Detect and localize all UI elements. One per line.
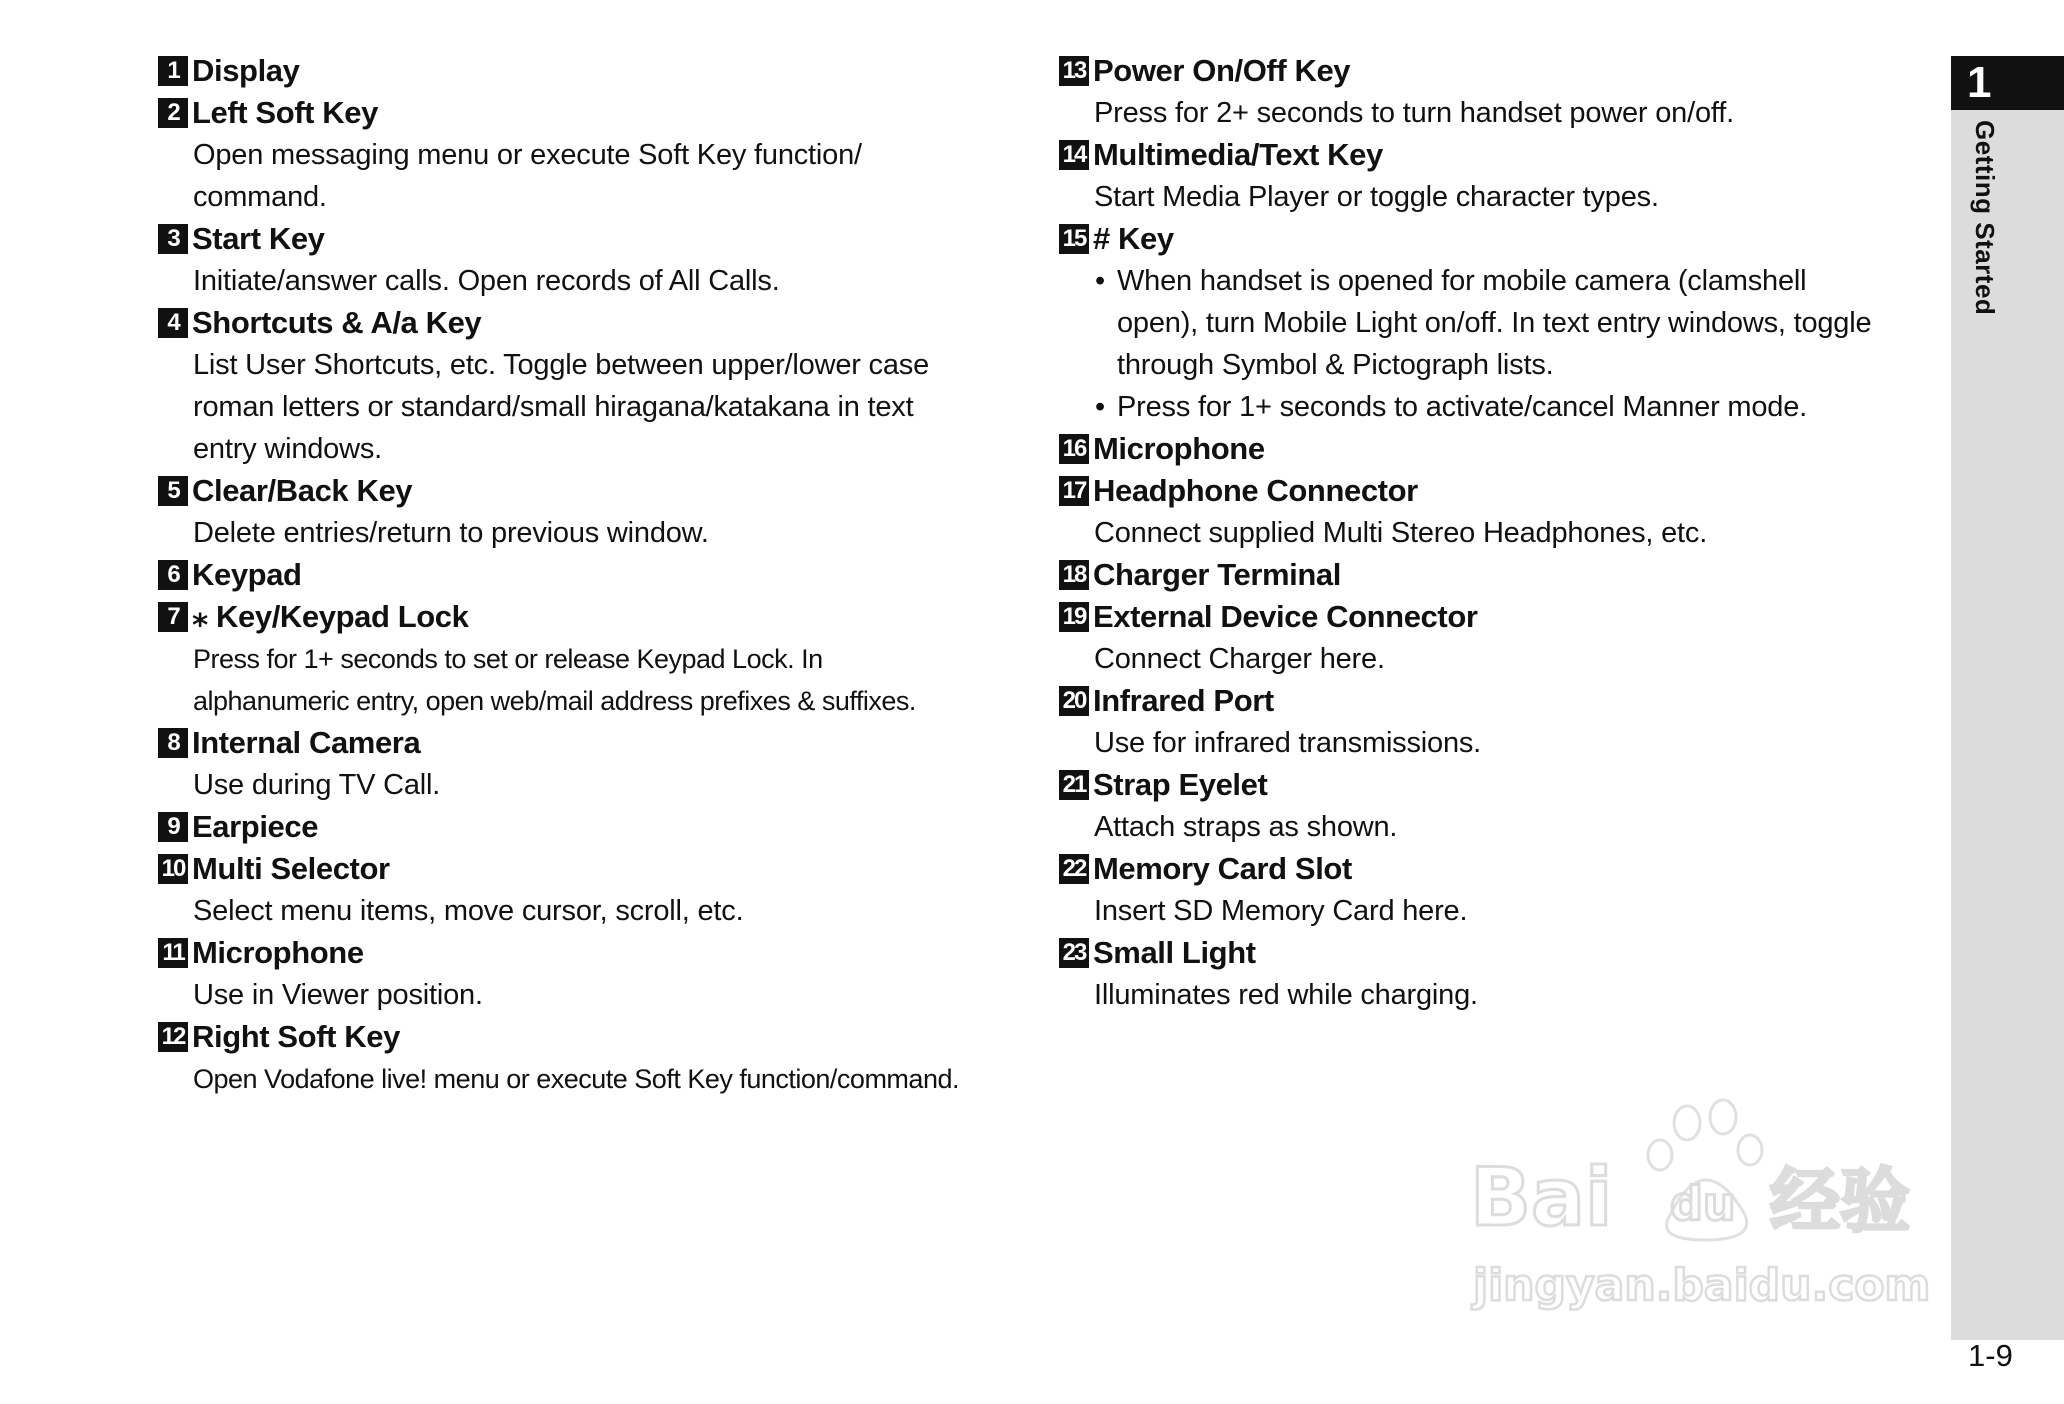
item-6 <box>158 554 1028 596</box>
item-number-badge: 15 <box>1059 224 1089 254</box>
item-22 <box>1059 848 1929 932</box>
item-23 <box>1059 932 1929 1016</box>
description-line: alphanumeric entry, open web/mail address prefixes & suffixes. <box>193 686 916 716</box>
description-line: Use for infrared transmissions. <box>1094 727 1482 759</box>
item-title-text: Multimedia/Text Key <box>1093 137 1383 172</box>
item-number-badge: 3 <box>158 224 188 254</box>
item-number-badge: 20 <box>1059 686 1089 716</box>
item-description <box>1094 92 1929 134</box>
item-title <box>1059 596 1929 638</box>
bullet-line: • When handset is opened for mobile camera (clamshell <box>1117 265 1807 297</box>
item-title-text: Earpiece <box>192 809 319 844</box>
item-description <box>193 1058 1028 1100</box>
svg-text:经验: 经验 <box>1770 1160 1910 1242</box>
item-description <box>193 764 1028 806</box>
item-title <box>158 470 1028 512</box>
item-description <box>193 974 1028 1016</box>
svg-text:jingyan.baidu.com: jingyan.baidu.com <box>1473 1260 1931 1311</box>
item-title-text: Microphone <box>192 935 364 970</box>
item-3 <box>158 218 1028 302</box>
item-title-text: Keypad <box>192 557 302 592</box>
item-title <box>158 932 1028 974</box>
item-title <box>158 92 1028 134</box>
item-title-text: Clear/Back Key <box>192 473 413 508</box>
item-description <box>193 134 1028 218</box>
item-description <box>1094 974 1929 1016</box>
item-title <box>1059 764 1929 806</box>
description-line: roman letters or standard/small hiragana/katakana in text <box>193 391 914 423</box>
right-column <box>1059 50 1929 1016</box>
bullet-line: • Press for 1+ seconds to activate/cancel Manner mode. <box>1117 391 1807 423</box>
item-title <box>158 50 1028 92</box>
description-line: Illuminates red while charging. <box>1094 979 1478 1011</box>
item-title <box>1059 50 1929 92</box>
item-description <box>1094 176 1929 218</box>
item-title <box>158 806 1028 848</box>
item-title-text: Display <box>192 53 300 88</box>
item-8 <box>158 722 1028 806</box>
description-line: Connect supplied Multi Stereo Headphones, etc. <box>1094 517 1708 549</box>
item-number-badge: 1 <box>158 56 188 86</box>
chapter-number: 1 <box>1951 56 2064 110</box>
description-line: Use in Viewer position. <box>193 979 483 1011</box>
item-title <box>1059 848 1929 890</box>
page-number: 1-9 <box>1968 1338 2013 1373</box>
item-title-text: Microphone <box>1093 431 1265 466</box>
item-title <box>1059 134 1929 176</box>
item-title <box>158 218 1028 260</box>
item-title-text: Strap Eyelet <box>1093 767 1268 802</box>
description-line: Insert SD Memory Card here. <box>1094 895 1468 927</box>
side-tab <box>1951 56 2064 1340</box>
item-number-badge: 17 <box>1059 476 1089 506</box>
item-18 <box>1059 554 1929 596</box>
description-line: Delete entries/return to previous window. <box>193 517 709 549</box>
description-line: entry windows. <box>193 433 382 465</box>
item-number-badge: 5 <box>158 476 188 506</box>
description-line: Open messaging menu or execute Soft Key function/ <box>193 139 862 171</box>
item-description <box>193 890 1028 932</box>
item-number-badge: 22 <box>1059 854 1089 884</box>
baidu-watermark-logo <box>1455 1095 1955 1325</box>
item-7 <box>158 596 1028 722</box>
item-2 <box>158 92 1028 218</box>
item-number-badge: 21 <box>1059 770 1089 800</box>
item-description <box>1094 806 1929 848</box>
item-title-text: Small Light <box>1093 935 1256 970</box>
item-number-badge: 16 <box>1059 434 1089 464</box>
item-title-text: External Device Connector <box>1093 599 1478 634</box>
item-13 <box>1059 50 1929 134</box>
item-20 <box>1059 680 1929 764</box>
item-title-text: Power On/Off Key <box>1093 53 1351 88</box>
item-10 <box>158 848 1028 932</box>
item-title-text: Infrared Port <box>1093 683 1274 718</box>
item-title-text: Start Key <box>192 221 325 256</box>
item-description <box>1094 722 1929 764</box>
item-title-text: Right Soft Key <box>192 1019 400 1054</box>
item-title <box>1059 428 1929 470</box>
chapter-label: Getting Started <box>1970 120 2000 316</box>
item-number-badge: 11 <box>158 938 188 968</box>
item-description <box>193 260 1028 302</box>
item-1 <box>158 50 1028 92</box>
item-title-text: Charger Terminal <box>1093 557 1341 592</box>
item-number-badge: 18 <box>1059 560 1089 590</box>
item-number-badge: 19 <box>1059 602 1089 632</box>
item-description <box>193 344 1028 470</box>
item-number-badge: 9 <box>158 812 188 842</box>
item-17 <box>1059 470 1929 554</box>
item-title-text: Memory Card Slot <box>1093 851 1352 886</box>
item-title <box>158 722 1028 764</box>
item-title <box>1059 554 1929 596</box>
description-line: Press for 2+ seconds to turn handset power on/off. <box>1094 97 1734 129</box>
item-title <box>158 302 1028 344</box>
left-column <box>158 50 1028 1100</box>
item-title-text: ⁎ Key/Keypad Lock <box>192 599 469 634</box>
item-title <box>158 596 1028 638</box>
item-title <box>1059 470 1929 512</box>
bullet-item <box>1095 386 1929 428</box>
item-title <box>158 848 1028 890</box>
item-number-badge: 14 <box>1059 140 1089 170</box>
description-line: Start Media Player or toggle character types. <box>1094 181 1659 213</box>
description-line: Open Vodafone live! menu or execute Soft Key function/command. <box>193 1064 959 1094</box>
item-number-badge: 23 <box>1059 938 1089 968</box>
svg-text:Bai: Bai <box>1470 1151 1613 1244</box>
description-line: List User Shortcuts, etc. Toggle between upper/lower case <box>193 349 930 381</box>
item-title <box>158 1016 1028 1058</box>
item-description <box>1094 890 1929 932</box>
item-number-badge: 2 <box>158 98 188 128</box>
description-line: Connect Charger here. <box>1094 643 1385 675</box>
item-21 <box>1059 764 1929 848</box>
description-line: Use during TV Call. <box>193 769 441 801</box>
item-description <box>1094 638 1929 680</box>
item-title-text: Shortcuts & A/a Key <box>192 305 482 340</box>
item-description <box>1094 512 1929 554</box>
item-5 <box>158 470 1028 554</box>
description-line: Initiate/answer calls. Open records of All Calls. <box>193 265 780 297</box>
item-number-badge: 10 <box>158 854 188 884</box>
item-title-text: Left Soft Key <box>192 95 378 130</box>
bullet-item <box>1095 260 1929 386</box>
svg-text:du: du <box>1670 1177 1736 1231</box>
item-title-text: # Key <box>1093 221 1174 256</box>
item-number-badge: 6 <box>158 560 188 590</box>
item-title-text: Internal Camera <box>192 725 421 760</box>
item-15 <box>1059 218 1929 428</box>
description-line: Select menu items, move cursor, scroll, etc. <box>193 895 744 927</box>
item-14 <box>1059 134 1929 218</box>
item-19 <box>1059 596 1929 680</box>
item-9 <box>158 806 1028 848</box>
item-number-badge: 8 <box>158 728 188 758</box>
bullet-line: through Symbol & Pictograph lists. <box>1117 349 1554 381</box>
bullet-line: open), turn Mobile Light on/off. In text entry windows, toggle <box>1117 307 1872 339</box>
item-title <box>1059 680 1929 722</box>
item-number-badge: 12 <box>158 1022 188 1052</box>
description-line: Attach straps as shown. <box>1094 811 1398 843</box>
item-title-text: Headphone Connector <box>1093 473 1418 508</box>
item-title <box>1059 932 1929 974</box>
item-title <box>1059 218 1929 260</box>
item-description <box>193 638 1028 722</box>
item-11 <box>158 932 1028 1016</box>
item-number-badge: 7 <box>158 602 188 632</box>
item-title <box>158 554 1028 596</box>
item-title-text: Multi Selector <box>192 851 390 886</box>
item-4 <box>158 302 1028 470</box>
item-number-badge: 13 <box>1059 56 1089 86</box>
item-description <box>193 512 1028 554</box>
item-16 <box>1059 428 1929 470</box>
item-number-badge: 4 <box>158 308 188 338</box>
item-12 <box>158 1016 1028 1100</box>
description-line: command. <box>193 181 327 213</box>
description-line: Press for 1+ seconds to set or release Keypad Lock. In <box>193 644 823 674</box>
